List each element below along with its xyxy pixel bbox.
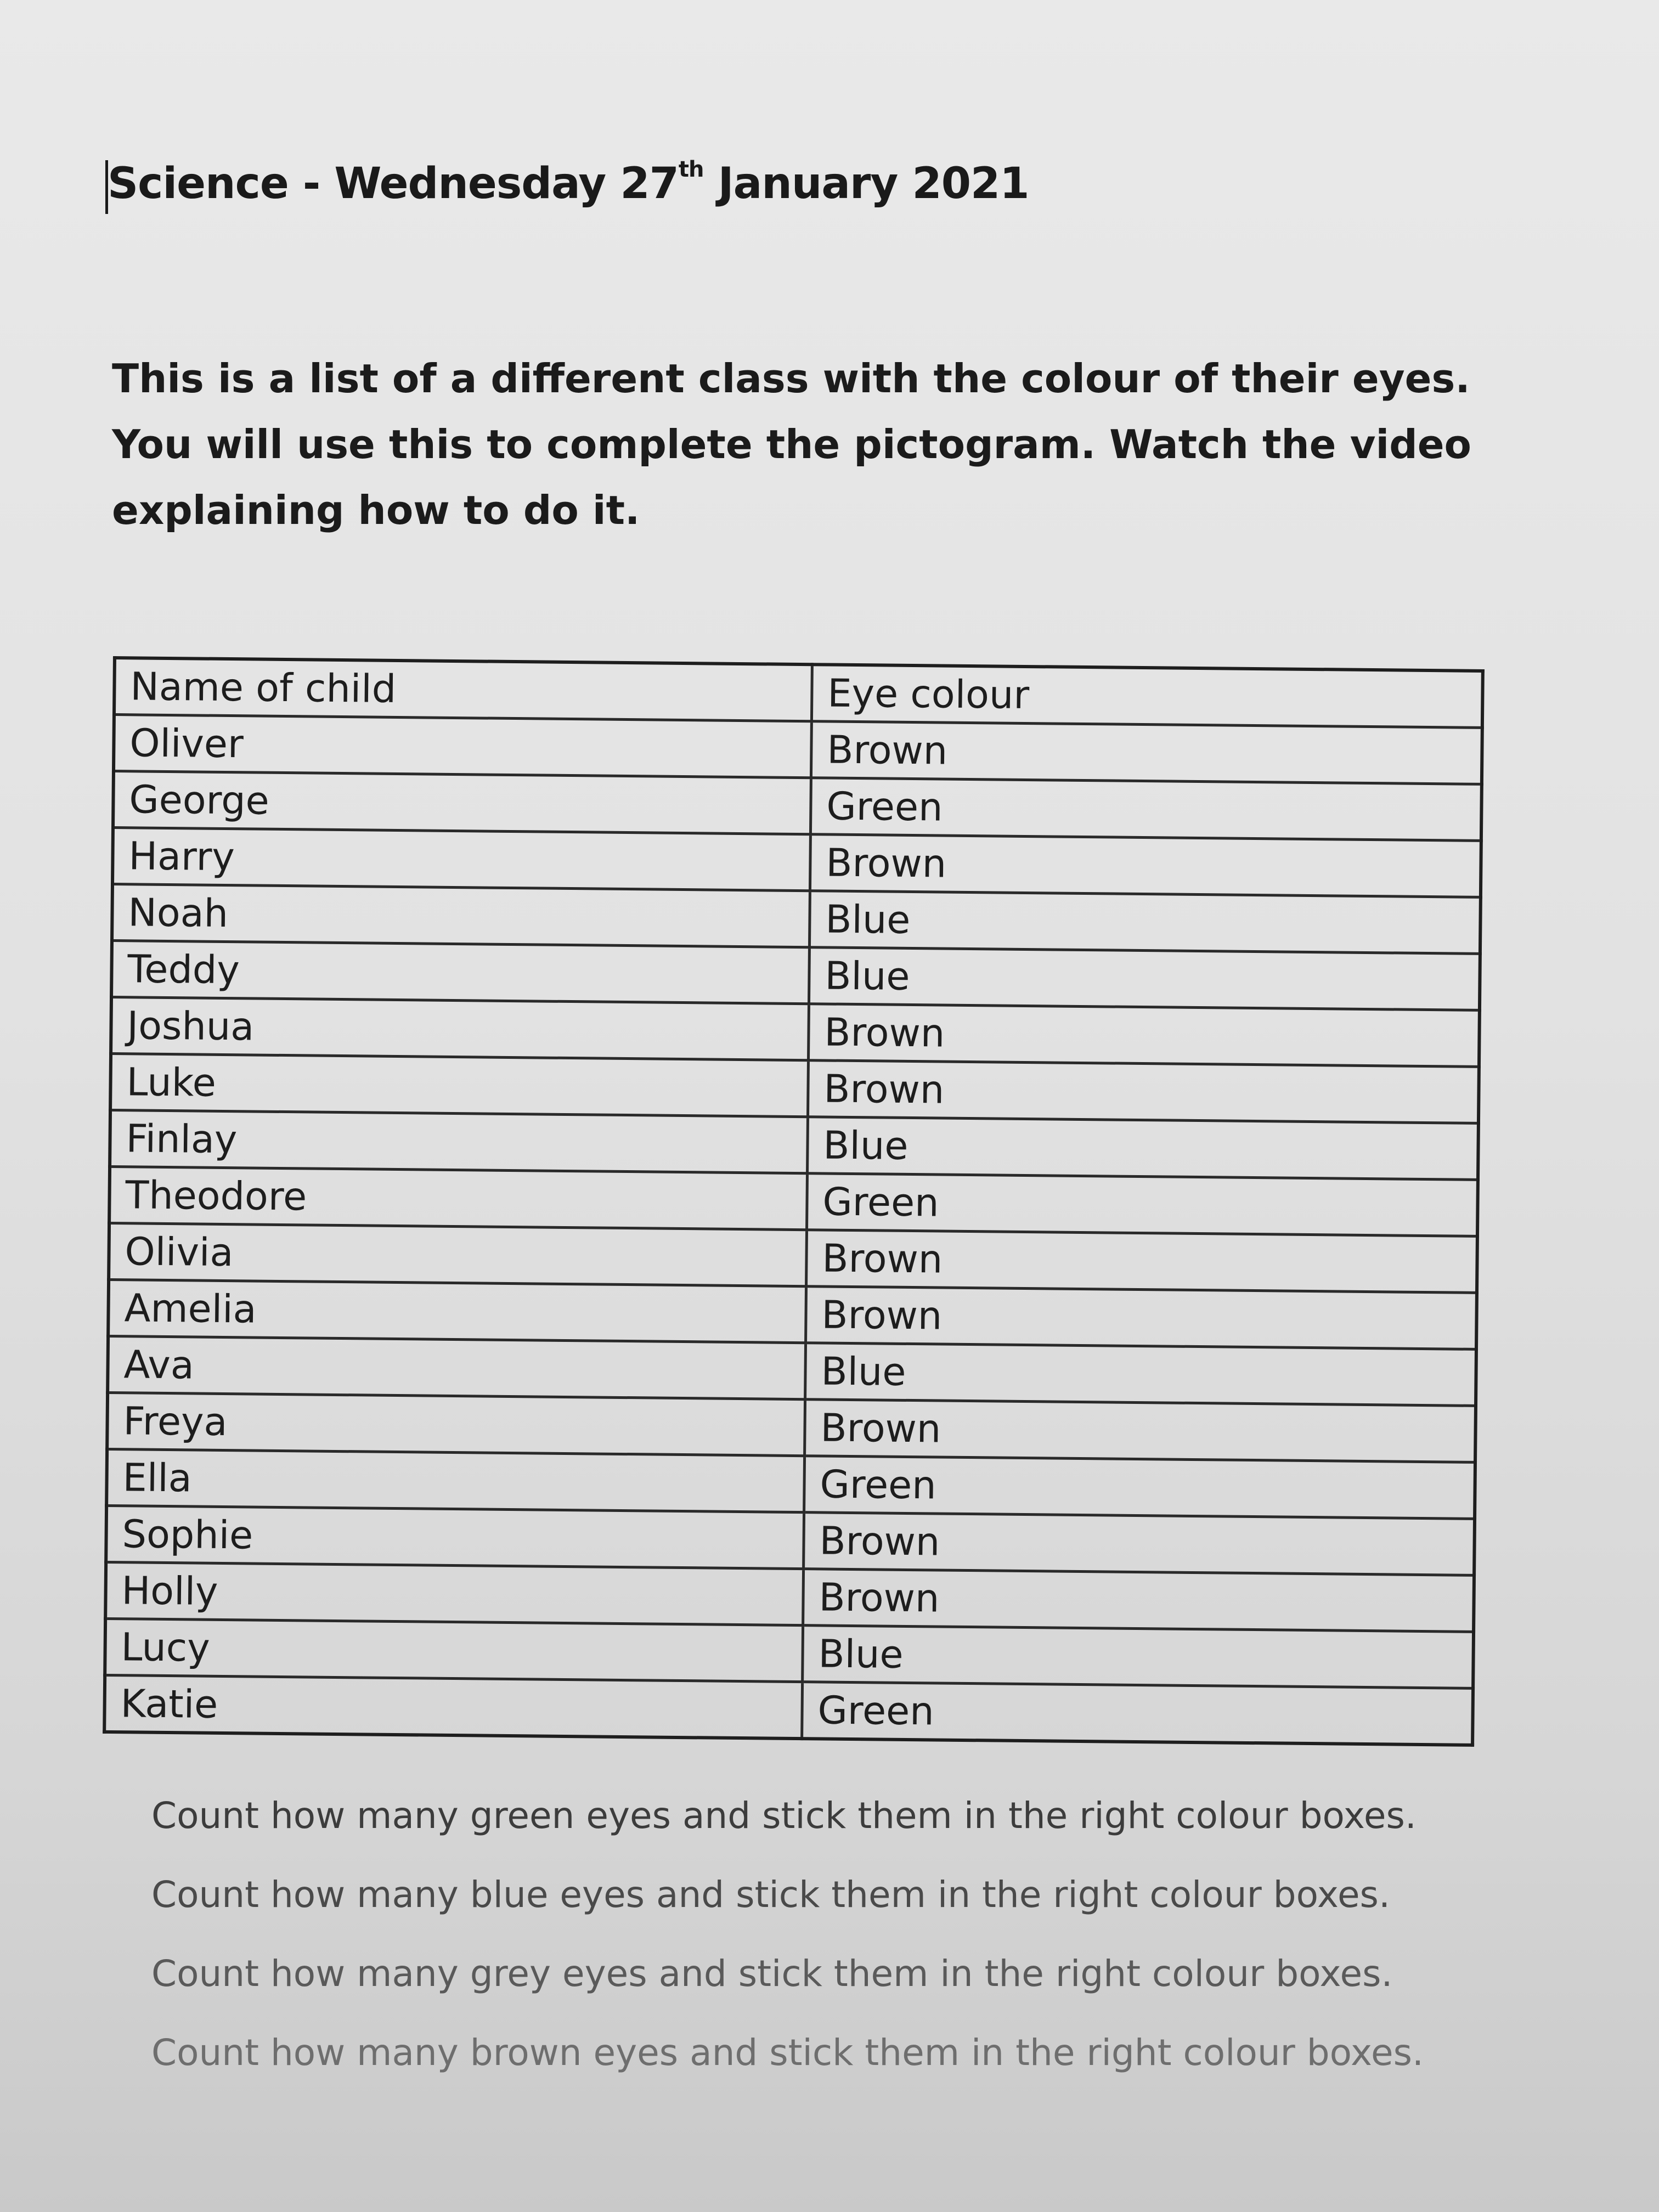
eye-colour-cell[interactable]: Brown: [811, 721, 1482, 785]
eye-colour-cell[interactable]: Brown: [805, 1400, 1476, 1463]
header-eye-colour[interactable]: Eye colour: [811, 664, 1482, 727]
eye-colour-cell[interactable]: Blue: [805, 1343, 1476, 1406]
instruction-green[interactable]: Count how many green eyes and stick them in the right colour boxes.: [151, 1795, 1417, 1837]
title-text: Science - Wednesday 27: [108, 159, 679, 208]
child-name-cell[interactable]: Teddy: [111, 941, 809, 1004]
child-name-cell[interactable]: Noah: [112, 884, 810, 947]
child-name-cell[interactable]: Ella: [106, 1449, 804, 1512]
instruction-blue[interactable]: Count how many blue eyes and stick them in the right colour boxes.: [151, 1874, 1390, 1916]
child-name-cell[interactable]: Sophie: [106, 1505, 804, 1568]
title-text-end: January 2021: [703, 159, 1029, 208]
eye-colour-cell[interactable]: Brown: [806, 1230, 1477, 1293]
child-name-cell[interactable]: Theodore: [109, 1166, 807, 1229]
eye-colour-cell[interactable]: Brown: [804, 1513, 1475, 1576]
eye-colour-cell[interactable]: Blue: [803, 1626, 1474, 1689]
child-name-cell[interactable]: Olivia: [109, 1223, 806, 1286]
header-name-of-child[interactable]: Name of child: [114, 658, 812, 721]
eye-colour-table-wrapper: [103, 656, 1485, 1747]
child-name-cell[interactable]: Ava: [108, 1336, 805, 1399]
child-name-cell[interactable]: Joshua: [111, 997, 809, 1060]
eye-colour-cell[interactable]: Blue: [809, 891, 1480, 954]
eye-colour-cell[interactable]: Brown: [808, 1060, 1479, 1124]
eye-colour-cell[interactable]: Green: [804, 1456, 1475, 1519]
eye-colour-cell[interactable]: Brown: [806, 1286, 1477, 1350]
child-name-cell[interactable]: George: [113, 771, 811, 834]
child-name-cell[interactable]: Lucy: [105, 1618, 803, 1681]
eye-colour-cell[interactable]: Brown: [810, 834, 1481, 898]
eye-colour-cell[interactable]: Green: [810, 778, 1481, 841]
child-name-cell[interactable]: Luke: [110, 1053, 808, 1116]
eye-colour-cell[interactable]: Green: [802, 1682, 1473, 1745]
child-name-cell[interactable]: Oliver: [114, 715, 811, 778]
child-name-cell[interactable]: Harry: [112, 828, 810, 891]
intro-paragraph[interactable]: This is a list of a different class with the colour of their eyes. You will use this to complete the pictogram. Watch the video explaining how to do it.: [112, 356, 1472, 533]
instructions-list: [151, 1776, 1523, 2092]
eye-colour-cell[interactable]: Blue: [809, 947, 1480, 1011]
instruction-grey[interactable]: Count how many grey eyes and stick them in the right colour boxes.: [151, 1953, 1393, 1995]
child-name-cell[interactable]: Finlay: [110, 1110, 808, 1173]
child-name-cell[interactable]: Amelia: [108, 1279, 806, 1342]
instruction-brown[interactable]: Count how many brown eyes and stick them in the right colour boxes.: [151, 2032, 1424, 2074]
title-ordinal-superscript: th: [678, 157, 704, 182]
page-title[interactable]: [108, 159, 1029, 208]
eye-colour-cell[interactable]: Brown: [803, 1569, 1474, 1632]
child-name-cell[interactable]: Holly: [105, 1562, 803, 1625]
eye-colour-cell[interactable]: Brown: [808, 1004, 1479, 1067]
eye-colour-cell[interactable]: Green: [807, 1173, 1478, 1237]
child-name-cell[interactable]: Freya: [107, 1392, 805, 1455]
child-name-cell[interactable]: Katie: [104, 1675, 802, 1739]
eye-colour-table: [103, 656, 1485, 1747]
eye-colour-cell[interactable]: Blue: [808, 1117, 1479, 1180]
